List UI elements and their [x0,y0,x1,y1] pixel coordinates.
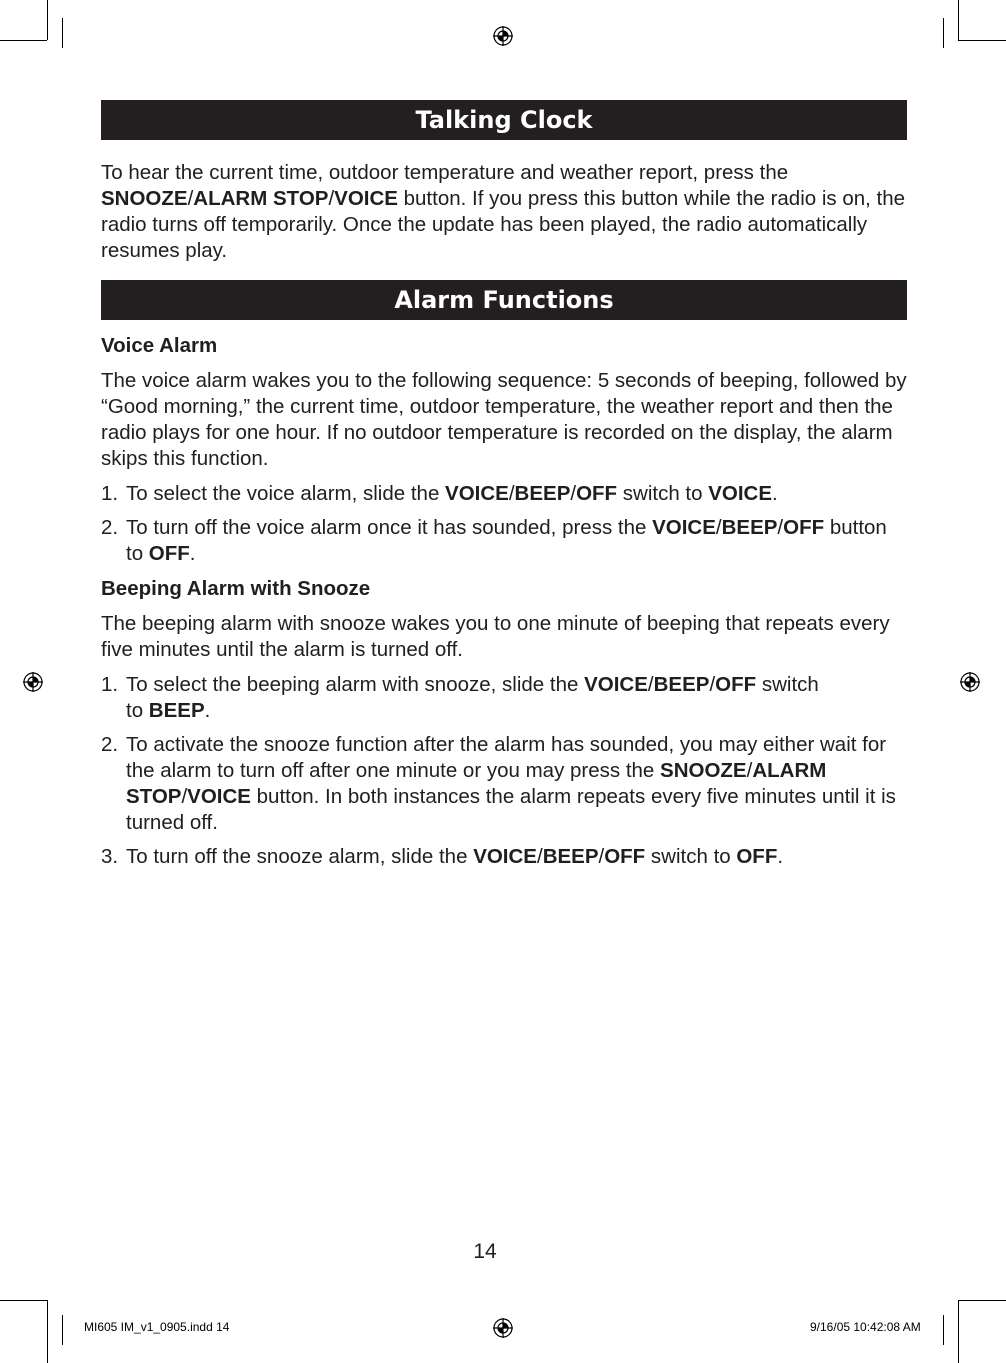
crop-mark [62,18,63,48]
beeping-alarm-paragraph: The beeping alarm with snooze wakes you to one minute of beeping that repeats every five minutes until the alarm is turned off. [101,612,890,661]
page-content [101,100,907,870]
slug-timestamp: 9/16/05 10:42:08 AM [810,1320,921,1334]
slug-filename: MI605 IM_v1_0905.indd 14 [84,1320,230,1334]
registration-mark-icon [491,24,515,48]
list-item: 2. To turn off the voice alarm once it has sounded, press the VOICE/BEEP/OFF button to OFF. [101,516,887,565]
beeping-alarm-steps [101,672,907,870]
crop-mark [0,40,47,41]
list-item: 3. To turn off the snooze alarm, slide the VOICE/BEEP/OFF switch to OFF. [101,845,784,868]
crop-mark [62,1315,63,1345]
registration-mark-icon [491,1316,515,1340]
section-heading-alarm-functions: Alarm Functions [101,280,907,320]
talking-clock-paragraph: To hear the current time, outdoor temperature and weather report, press the SNOOZE/ALARM STOP/VOICE button. If you press this button while the radio is on, the radio turns off temporarily. Once the update has been played, the radio automatically resumes play. [101,161,906,262]
list-item: 1. To select the beeping alarm with snooze, slide the VOICE/BEEP/OFF switch to BEEP. [101,673,819,722]
registration-mark-icon [21,670,45,694]
list-item: 1. To select the voice alarm, slide the VOICE/BEEP/OFF switch to VOICE. [101,482,778,505]
crop-mark [943,1315,944,1345]
voice-alarm-paragraph: The voice alarm wakes you to the following sequence: 5 seconds of beeping, followed by “Good morning,” the current time, outdoor temperature, the weather report and then the radio plays for one hour. If no outdoor temperature is recorded on the display, the alarm skips this function. [101,369,907,470]
list-item: 2. To activate the snooze function after the alarm has sounded, you may either wait for the alarm to turn off after one minute or you may press the SNOOZE/ALARM STOP/VOICE button. In both instances the alarm repeats every five minutes until it is turned off. [101,733,896,834]
crop-mark [47,0,48,40]
crop-mark [958,40,1006,41]
crop-mark [958,1300,959,1363]
crop-mark [958,0,959,40]
registration-mark-icon [958,670,982,694]
page-number: 14 [473,1240,497,1263]
subheading-voice-alarm: Voice Alarm [101,334,218,357]
crop-mark [0,1300,47,1301]
section-heading-talking-clock: Talking Clock [101,100,907,140]
voice-alarm-steps [101,481,907,567]
crop-mark [958,1300,1006,1301]
crop-mark [943,18,944,48]
subheading-beeping-alarm: Beeping Alarm with Snooze [101,577,371,600]
crop-mark [47,1300,48,1363]
